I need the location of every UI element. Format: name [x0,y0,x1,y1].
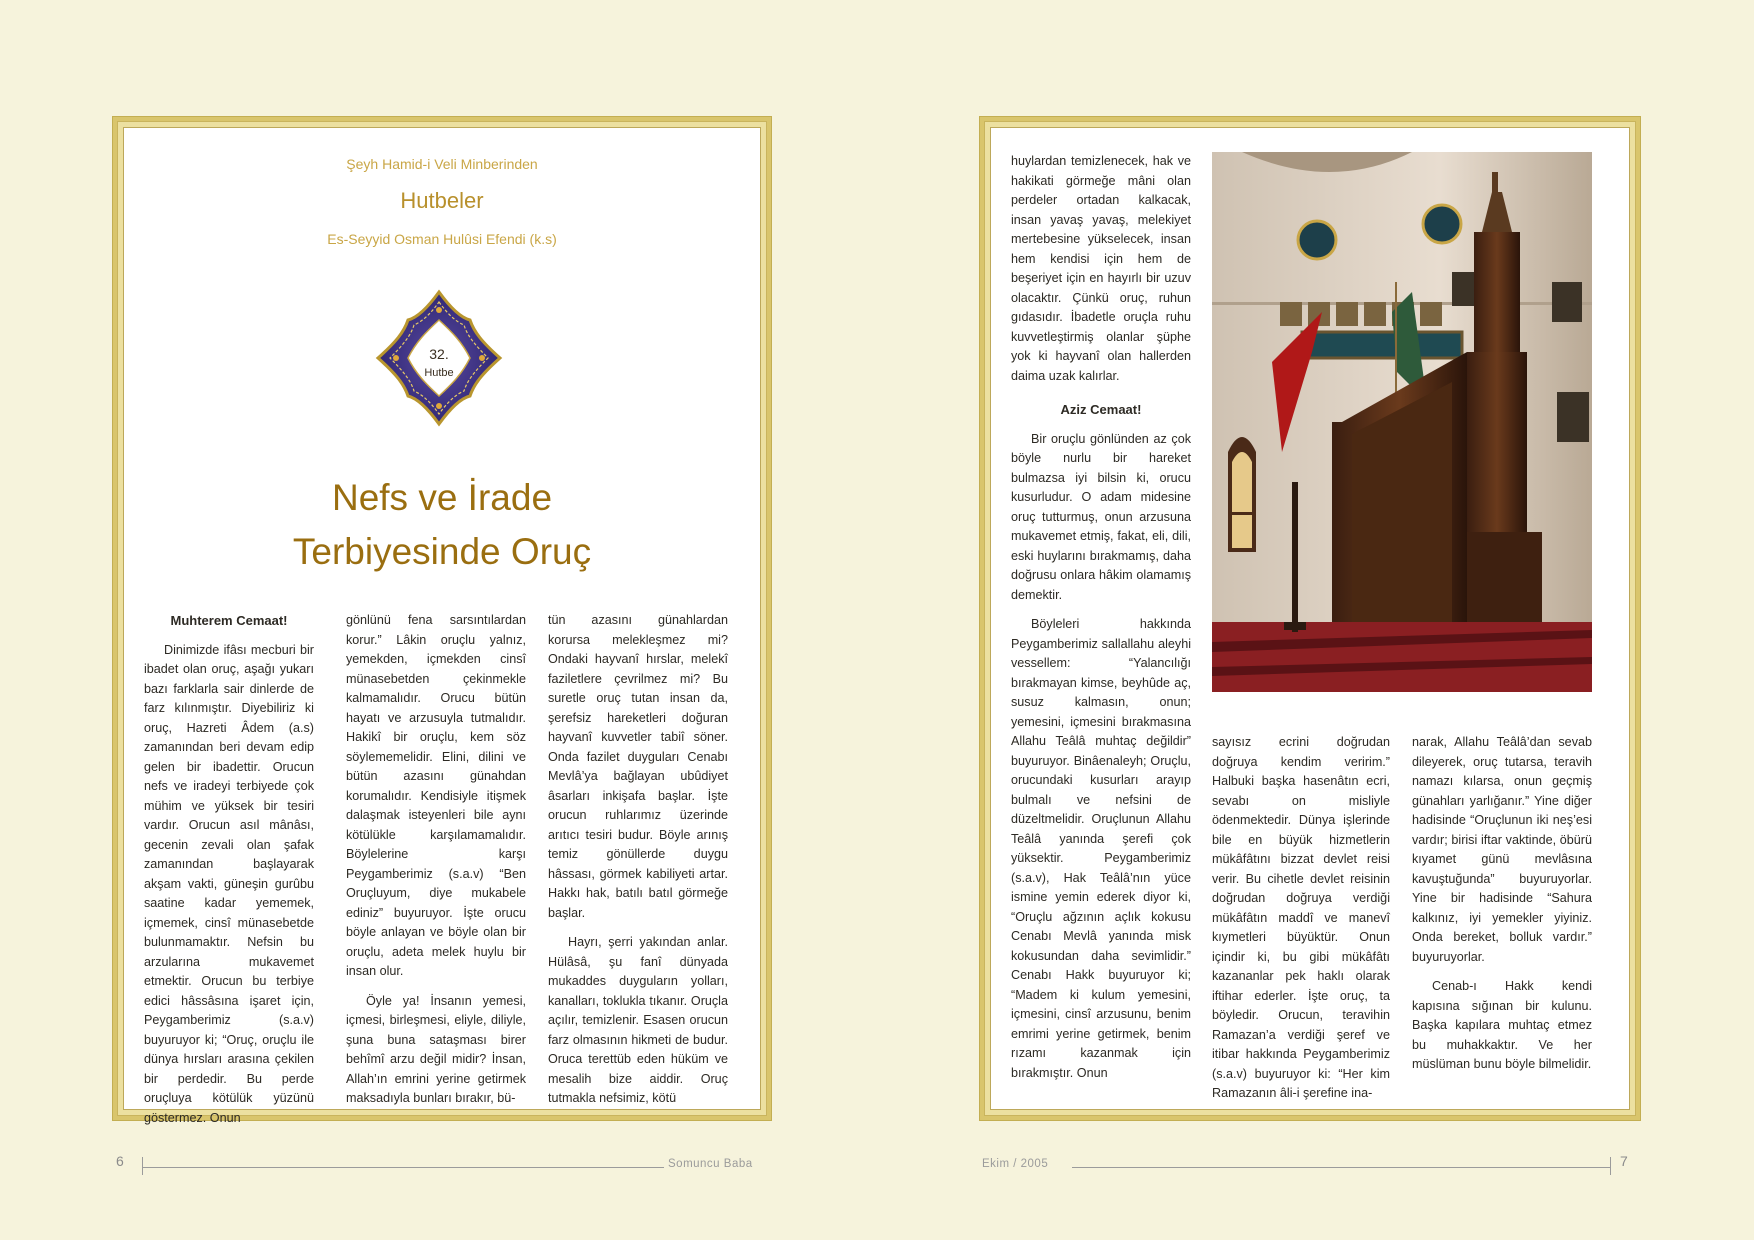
paragraph: Böyleleri hakkında Peygamberimiz sallallahu aleyhi vessellem: “Yalancılığı bırakmayan kimse, beyhûde aç, susuz kalmasın, onun; yemesini, içmesini bırakmasına Allahu Teâlâ muhtaç değildir” buyuruyor. Binâenaleyh; Oruçlu, orucundaki kusurları arayıp bulmalı ve nefsini de düzeltmelidir. Oruçlunun Allahu Teâlâ yanında şerefi çok yüksektir. Peygamberimiz (s.a.v), Hak Teâlâ’nın yüce ismine yemin ederek diyor ki, “Oruçlu ağzının açlık kokusu Cenabı Mevlâ yanında misk kokusundan daha sevimlidir.” Cenabı Hakk buyuruyor ki; “Madem ki kulum yemesini, içmesini, cinsî arzusunu, benim emrimi yerine getirmek, benim rızamı kazanmak için bırakmıştır. Onun [1011,617,1191,1080]
paragraph: Dinimizde ifâsı mecburi bir ibadet olan oruç, aşağı yukarı bazı farklarla sair dinlerde de farz kılınmıştır. Diyebiliriz ki oruç, Hazreti Âdem (a.s) zamanından beri devam edip gelen bir ibadettir. Orucun nefs ve iradeyi terbiyede çok mühim ve yüksek bir tesiri vardır. Orucun asıl mânâsı, gecenin zevali olan şafak zamanından başlayarak akşam vakti, güneşin gurûbu saatine kadar yememek, içmemek, cinsî münasebetde bulunmamaktır. Nefsin bu arzularına mukavemet etmektir. Orucun bu terbiye edici hâssâsına işaret için, Peygamberimiz (s.a.v) buyuruyor ki; “Oruç, oruçlu ile dünya hırsları arasına çekilen bir perdedir. Bu perde oruçluya kötülük yüzünü göstermez. Onun [144,642,314,1125]
left-footer-rule [142,1167,664,1168]
article-title [124,471,760,579]
left-column-3 [548,611,728,1109]
left-column-1 [144,611,314,1128]
minbar-photo-icon [1212,152,1592,692]
left-page-frame [112,116,772,1125]
paragraph: tün azasını günahlardan korursa melekleşmez mi? Ondaki hayvanî hırslar, melekî faziletlere çevrilmez mi? Bu suretle oruç tutan insan da, şerefsiz hareketleri doğuran hayvanî kuvvetler tabiî söner. Onda fazilet duyguları Cenabı Mevlâ’ya bağlayan ubûdiyet âsarları inkişafa başlar. İşte orucun ruhlarımız üzerinde arıtıcı tesiri budur. Böyle arınış temiz gönüllerde duygu hâssası, görmek kabiliyeti artar. Hakkı hak, batılı batıl görmeğe başlar. [548,613,728,920]
issue-date: Ekim / 2005 [982,1158,1049,1170]
ornament-number: 32. [429,346,449,362]
magazine-name: Somuncu Baba [668,1158,753,1170]
left-page-number: 6 [116,1153,124,1169]
paragraph: sayısız ecrini doğrudan doğruya kendim veririm.” Halbuki başka hasenâtın ecri, sevabı on misliyle ödenmektedir. Dünya işlerinde bile en büyük hizmetlerin mükâfâtını bizzat devlet reisi verir. Bu cihetle devlet reisinin doğrudan doğruya verdiği mükâfâtın maddî ve manevî kıymetleri büyüktür. Onun içindir ki, bu gibi mükâfâtı kazananlar pek haklı olarak iftihar ederler. İşte oruç, ta böyledir. Orucun, teravihin Ramazan’a verdiği şeref ve itibar hakkında Peygamberimiz (s.a.v) buyuruyor ki: “Her kim Ramazanın âli-i şerefine ina- [1212,735,1390,1100]
left-column-2 [346,611,526,1109]
left-page-mid-border [117,121,767,1125]
paragraph: narak, Allahu Teâlâ’dan sevab dileyerek, oruç tutarsa, teravih namazı kılarsa, onun geçmiş günahları yarlığanır.” Yine diğer hadisinde “Oruçlunun iki neş’esi vardır; birisi iftar vaktinde, öbürü kıyamet günü mevlâsına kavuştuğunda” buyuruyorlar. Yine bir hadisinde “Sahura kalkınız, iyi yemekler yiyiniz. Onda bereket, bolluk vardır.” buyuruyorlar. [1412,735,1592,964]
paragraph: gönlünü fena sarsıntılardan korur.” Lâkin oruçlu yalnız, yemekden, içmekden cinsî münasebetden çekinmekle kalmamalıdır. Orucu bütün hayatı ve arzusuyla tutmalıdır. Hakikî bir oruçlu, kem söz söylememelidir. Elini, dilini ve bütün azasını günahdan korumalıdır. Kendisiyle itişmek dalaşmak isteyenleri bile aynı kötülükle karşılamamalıdır. Böylelerine karşı Peygamberimiz (s.a.v) “Ben Oruçluyum, diye mukabele ediniz” buyuruyor. İşte orucu böyle anlayan ve böyle olan bir oruçlu, adeta melek huylu bir insan olur. [346,613,526,978]
right-column-2 [1212,733,1390,1104]
ornament-label: Hutbe [424,367,454,379]
left-page [123,127,761,1125]
right-column-1 [1011,152,1191,1083]
right-page-frame [979,116,1641,1121]
right-footer-tick [1610,1157,1611,1175]
right-page-mid-border [984,121,1636,1116]
quatrefoil-ornament-icon [374,288,504,428]
kicker: Şeyh Hamid-i Veli Minberinden [346,156,538,172]
title-line-1: Nefs ve İrade [331,477,553,518]
right-page [990,127,1630,1110]
series-title: Hutbeler [400,188,484,213]
right-page-number: 7 [1620,1153,1628,1169]
section-heading: Muhterem Cemaat! [170,613,288,628]
paragraph: Öyle ya! İnsanın yemesi, içmesi, birleşmesi, eliyle, diliyle, şuna buna sataşması birer behîmî arzu değil midir? İnsan, Allah’ın emrini yerine getirmek maksadıyla bunları bırakır, bü- [346,993,526,1105]
author-line: Es-Seyyid Osman Hulûsi Efendi (k.s) [327,231,557,247]
right-footer-rule [1072,1167,1610,1168]
title-line-2: Terbiyesinde Oruç [292,531,592,572]
paragraph: Bir oruçlu gönlünden az çok böyle nurlu bir hareket bulmazsa iyi bilsin ki, orucu kusurludur. O adam midesine oruç tutturmuş, onun arzusuna mukavemet etmiş, fakat, eli, dili, eski huylarını bırakmamış, daha doğrusu onlara hâkim olamamış demektir. [1011,431,1191,602]
section-heading: Aziz Cemaat! [1060,402,1142,417]
photo-svg [1212,152,1592,692]
left-footer-tick [142,1157,143,1175]
paragraph: Cenab-ı Hakk kendi kapısına sığınan bir kulunu. Başka kapılara muhtaç etmez bu muhakkaktır. Ve her müslüman bunu böyle bilmelidir. [1412,979,1592,1071]
right-column-3 [1412,733,1592,1075]
paragraph: Hayrı, şerri yakından anlar. Hülâsâ, şu fanî dünyada mukaddes duyguların yolları, kanalları, toklukla tıkanır. Oruçla açılır, temizlenir. Esasen orucun farz olmasının hikmeti de budur. Oruca terettüb eden hüküm ve mesalih bize aiddir. Oruç tutmakla nefsimiz, kötü [548,935,728,1105]
paragraph: huylardan temizlenecek, hak ve hakikati görmeğe mâni olan perdeler ortadan kalkacak, insan yavaş yavaş, melekiyet mertebesine yükselecek, insan hem kendisi için hem de beşeriyet için en hayırlı bir uzuv olacaktır. Çünkü oruç, ruhun gıdasıdır. İbadetle oruçla ruhu kuvvetleştirmiş olanlar şüphe yok ki hayvanî olan hallerden daima uzak kalırlar. [1011,154,1191,383]
